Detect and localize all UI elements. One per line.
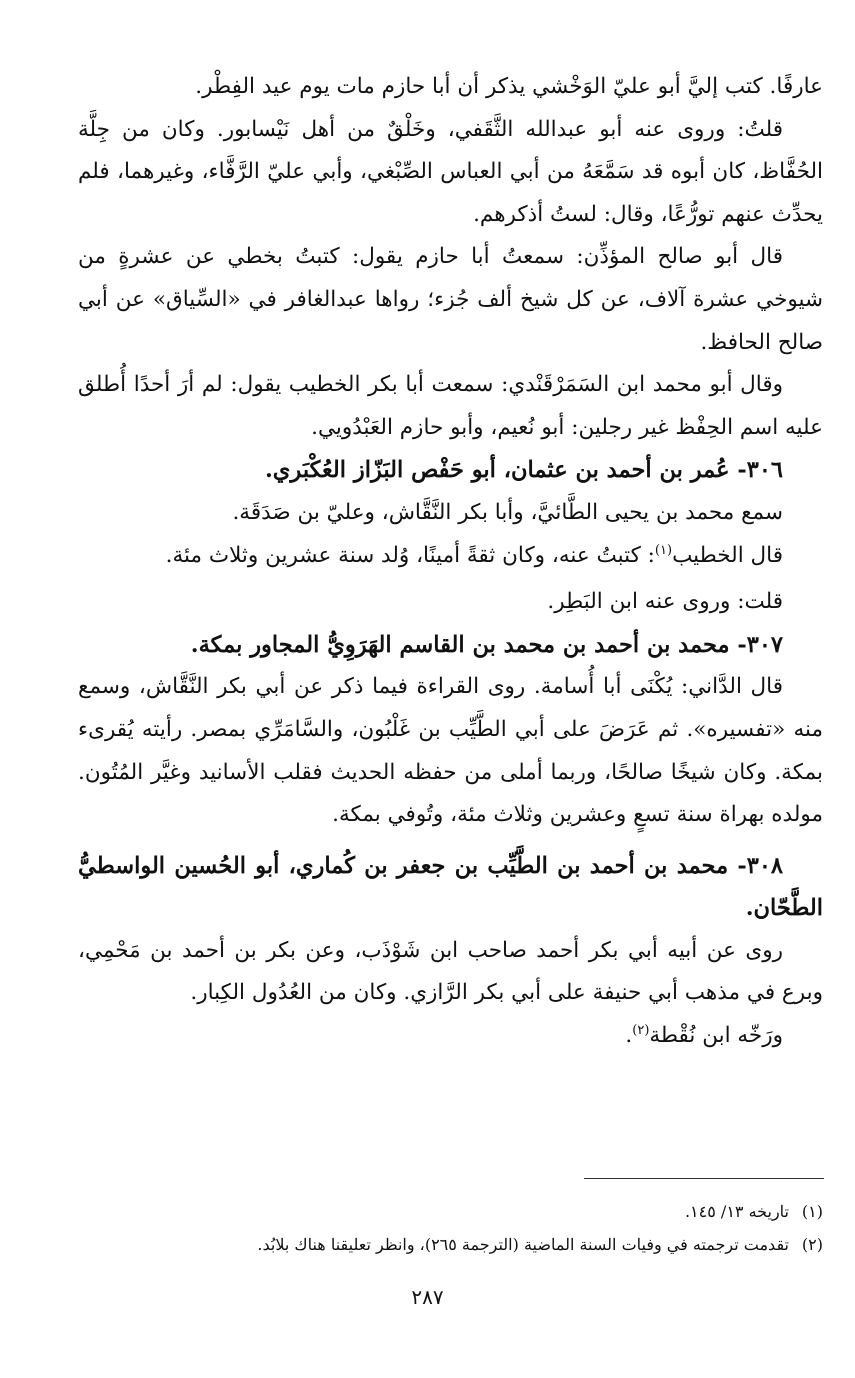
paragraph-9: روى عن أبيه أبي بكر أحمد صاحب ابن شَوْذَب، وعن بكر بن أحمد بن مَحْمِي، وبرع في مذهب أبي حنيفة على أبي بكر الرَّازي. وكان من العُدُول الكِبار. [78, 937, 823, 1006]
paragraph-4: وقال أبو محمد ابن السَمَرْقَنْدي: سمعت أبا بكر الخطيب يقول: لم أرَ أحدًا أُطلق عليه اسم الحِفْظ غير رجلين: أبو نُعيم، وأبو حازم العَبْدُويي. [78, 372, 823, 440]
entry-heading-306: ٣٠٦- عُمر بن أحمد بن عثمان، أبو حَفْص البَزّاز العُكْبَري. [264, 457, 783, 484]
footnote-ref-1[interactable]: (١) [654, 542, 673, 558]
paragraph-10-end: . [625, 1023, 633, 1049]
footnote-divider [584, 1178, 824, 1179]
entry-heading-308: ٣٠٨- محمد بن أحمد بن الطَّيِّب بن جعفر بن كُماري، أبو الحُسين الواسطيُّ الطَّحّان. [78, 852, 823, 922]
footnote-number: (١) [801, 1202, 823, 1221]
footnote-1 [78, 1195, 823, 1228]
paragraph-6-start: قال الخطيب [672, 542, 783, 568]
paragraph-5: سمع محمد بن يحيى الطَّائيَّ، وأبا بكر النَّقَّاش، وعليّ بن صَدَقَة. [232, 499, 783, 525]
paragraph-7: قلت: وروى عنه ابن البَطِر. [547, 589, 783, 615]
paragraph-3: قال أبو صالح المؤذِّن: سمعتُ أبا حازم يقول: كتبتُ بخطي عن عشرةٍ من شيوخي عشرة آلاف، عن كل شيخ ألف جُزء؛ رواها عبدالغافر في «السِّياق» عن أبي صالح الحافظ. [78, 244, 823, 355]
paragraph-10-start: ورَخّه ابن نُقْطة [649, 1023, 783, 1049]
paragraph-6-end: : كتبتُ عنه، وكان ثقةً أمينًا، وُلد سنة عشرين وثلاث مئة. [165, 542, 655, 568]
page-number: ٢٨٧ [411, 1285, 444, 1309]
paragraph-1: عارفًا. كتب إليَّ أبو عليّ الوَخْشي يذكر أن أبا حازم مات يوم عيد الفِطْر. [195, 74, 823, 99]
footnote-number: (٢) [801, 1235, 823, 1254]
footnote-text: تاريخه ١٣/ ١٤٥. [684, 1202, 789, 1221]
footnote-text: تقدمت ترجمته في وفيات السنة الماضية (الترجمة ٢٦٥)، وانظر تعليقنا هناك بلابُد. [257, 1235, 789, 1254]
paragraph-6 [78, 535, 823, 578]
paragraph-8: قال الدَّاني: يُكْنَى أبا أُسامة. روى القراءة فيما ذكر عن أبي بكر النَّقَّاش، وسمع منه «تفسيره». ثم عَرَضَ على أبي الطَّيِّب بن غَلْبُون، والسَّامَرِّي بمصر. رأيته يُقرىء بمكة. وكان شيخًا صالحًا، وربما أملى من حفظه الحديث فقلب الأسانيد وغيَّر المُتُون. مولده بهراة سنة تسعٍ وعشرين وثلاث مئة، وتُوفي بمكة. [78, 674, 823, 828]
entry-heading-307: ٣٠٧- محمد بن أحمد بن محمد بن القاسم الهَرَوِيُّ المجاور بمكة. [190, 631, 783, 658]
paragraph-2: قلتُ: وروى عنه أبو عبدالله الثَّقَفي، وخَلْقٌ من أهل نَيْسابور. وكان من جِلَّة الحُفَّاظ، كان أبوه قد سَمَّعَهُ من أبي العباس الصِّبْغي، وأبي عليّ الرَّفَّاء، وغيرهما، فلم يحدِّث عنهم تورُّعًا، وقال: لستُ أذكرهم. [78, 116, 823, 227]
paragraph-10 [78, 1015, 823, 1058]
page-body [78, 66, 823, 1058]
footnote-2 [78, 1228, 823, 1261]
footnote-ref-2[interactable]: (٢) [632, 1022, 650, 1038]
footnotes [78, 1195, 823, 1261]
